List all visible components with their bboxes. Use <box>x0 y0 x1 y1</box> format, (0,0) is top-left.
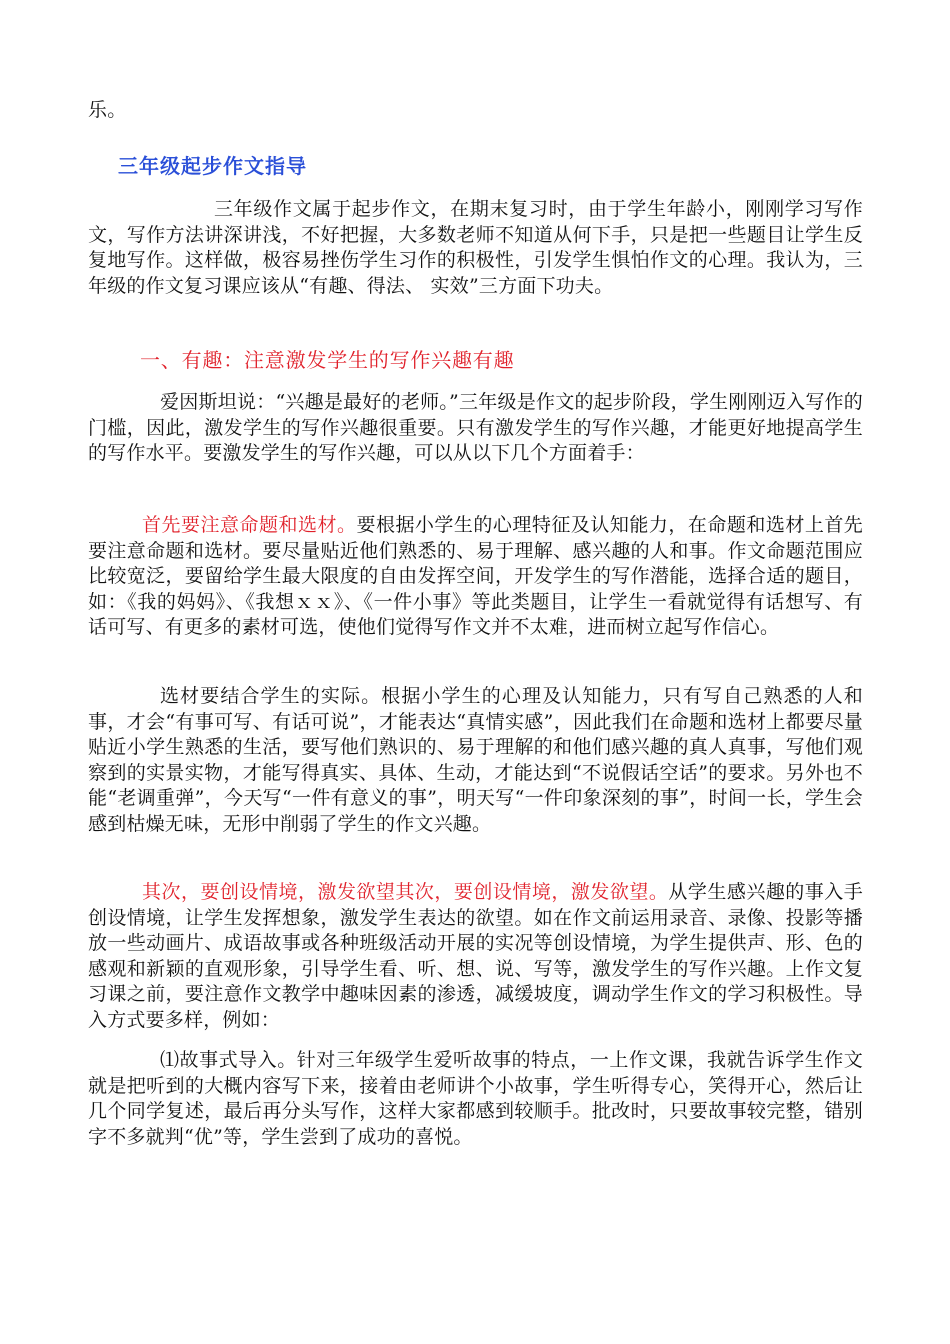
emphasis-topic-selection: 首先要注意命题和选材。 <box>142 514 357 536</box>
paragraph-create-scenario <box>88 880 863 1033</box>
intro-paragraph: 三年级作文属于起步作文，在期末复习时，由于学生年龄小，刚刚学习写作文，写作方法讲深讲浅，不好把握，大多数老师不知道从何下手，只是把一些题目让学生反复地写作。这样做，极容易挫伤学生习作的积极性，引发学生惧怕作文的心理。我认为，三年级的作文复习课应该从“有趣、得法、 实效”三方面下功夫。 <box>88 198 863 297</box>
paragraph-einstein: 爱因斯坦说：“兴趣是最好的老师。”三年级是作文的起步阶段，学生刚刚迈入写作的门槛，因此，激发学生的写作兴趣很重要。只有激发学生的写作兴趣，才能更好地提高学生的写作水平。要激发学生的写作兴趣，可以从以下几个方面着手： <box>88 391 863 464</box>
paragraph-topic-selection <box>88 513 863 641</box>
paragraph-topic-selection-body: 要根据小学生的心理特征及认知能力，在命题和选材上首先要注意命题和选材。要尽量贴近他们熟悉的、易于理解、感兴趣的人和事。作文命题范围应比较宽泛，要留给学生最大限度的自由发挥空间，开发学生的写作潜能，选择合适的题目，如：《我的妈妈》、《我想ｘｘ》、《一件小事》等此类题目，让学生一看就觉得有话想写、有话可写、有更多的素材可选，使他们觉得写作文并不太难，进而树立起写作信心。 <box>88 514 864 638</box>
section-heading-interest: 一、有趣：注意激发学生的写作兴趣有趣 <box>140 348 515 372</box>
paragraph-material-selection: 选材要结合学生的实际。根据小学生的心理及认知能力，只有写自己熟悉的人和事，才会“有事可写、有话可说”，才能表达“真情实感”，因此我们在命题和选材上都要尽量贴近小学生熟悉的生活，要写他们熟识的、易于理解的和他们感兴趣的真人真事，写他们观察到的实景实物，才能写得真实、具体、生动，才能达到“不说假话空话”的要求。另外也不能“老调重弹”，今天写“一件有意义的事”，明天写“一件印象深刻的事”，时间一长，学生会感到枯燥无味，无形中削弱了学生的作文兴趣。 <box>88 685 863 835</box>
paragraph-create-scenario-body: 从学生感兴趣的事入手创设情境，让学生发挥想象，激发学生表达的欲望。如在作文前运用录音、录像、投影等播放一些动画片、成语故事或各种班级活动开展的实况等创设情境，为学生提供声、形、色的感观和新颖的直观形象，引导学生看、听、想、说、写等，激发学生的写作兴趣。上作文复习课之前，要注意作文教学中趣味因素的渗透，减缓坡度，调动学生作文的学习积极性。导入方式要多样，例如： <box>88 881 863 1031</box>
emphasis-create-scenario: 其次，要创设情境，激发欲望其次，要创设情境，激发欲望。 <box>142 881 669 903</box>
paragraph-story-intro: ⑴故事式导入。针对三年级学生爱听故事的特点，一上作文课，我就告诉学生作文就是把听到的大概内容写下来，接着由老师讲个小故事，学生听得专心，笑得开心，然后让几个同学复述，最后再分头写作，这样大家都感到较顺手。批改时，只要故事较完整，错别字不多就判“优”等，学生尝到了成功的喜悦。 <box>88 1049 863 1148</box>
paragraph-continuation: 乐。 <box>88 99 127 121</box>
document-title: 三年级起步作文指导 <box>118 154 307 178</box>
